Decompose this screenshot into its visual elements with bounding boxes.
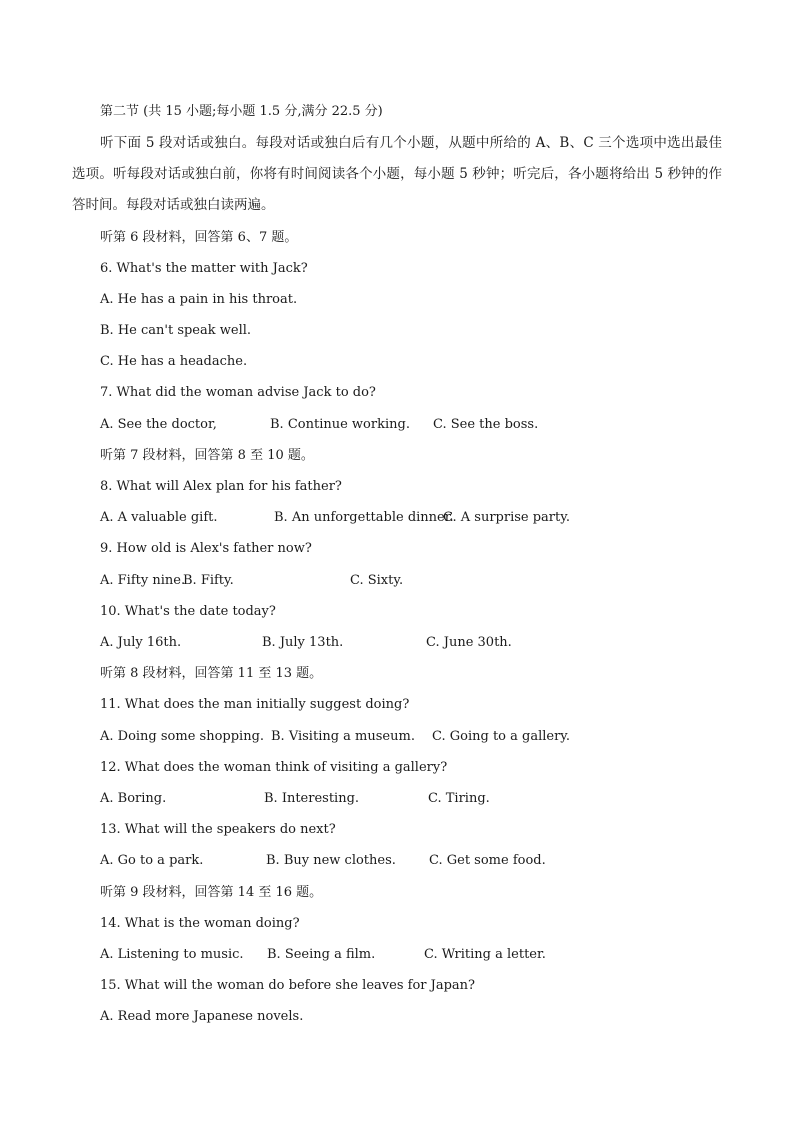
- question-14-option-b: B. Seeing a film.: [267, 947, 376, 962]
- group-header-6: 听第 6 段材料，回答第 6、7 题。: [100, 230, 298, 245]
- question-11-stem: 11. What does the man initially suggest doing?: [100, 697, 410, 712]
- question-7-option-b: B. Continue working.: [270, 417, 410, 432]
- question-13-option-b: B. Buy new clothes.: [266, 853, 396, 868]
- question-10-option-a: A. July 16th.: [100, 635, 182, 650]
- question-12-option-c: C. Tiring.: [428, 791, 490, 806]
- question-14-option-a: A. Listening to music.: [100, 947, 244, 962]
- question-12-stem: 12. What does the woman think of visiting a gallery?: [100, 760, 448, 775]
- group-header-9: 听第 9 段材料，回答第 14 至 16 题。: [100, 885, 323, 900]
- section-header: 第二节 (共 15 小题;每小题 1.5 分,满分 22.5 分): [100, 104, 383, 119]
- question-9-stem: 9. How old is Alex's father now?: [100, 541, 312, 556]
- question-14-stem: 14. What is the woman doing?: [100, 916, 300, 931]
- question-8-option-b: B. An unforgettable dinner.: [274, 510, 454, 525]
- question-6-option-b: B. He can't speak well.: [100, 323, 252, 338]
- question-8-option-c: C. A surprise party.: [443, 510, 570, 525]
- question-14-option-c: C. Writing a letter.: [424, 947, 546, 962]
- question-6-stem: 6. What's the matter with Jack?: [100, 261, 308, 276]
- question-7-option-c: C. See the boss.: [433, 417, 539, 432]
- question-9-option-c: C. Sixty.: [350, 573, 404, 588]
- instructions-paragraph: 听下面 5 段对话或独白。每段对话或独白后有几个小题，从题中所给的 A、B、C 三个选项中选出最佳选项。听每段对话或独白前，你将有时间阅读各个小题，每小题 5 秒钟；听完后，各小题将给出 5 秒钟的作答时间。每段对话或独白读两遍。: [72, 135, 722, 213]
- question-10-stem: 10. What's the date today?: [100, 604, 276, 619]
- question-15-option-a: A. Read more Japanese novels.: [100, 1009, 304, 1024]
- group-header-8: 听第 8 段材料，回答第 11 至 13 题。: [100, 666, 323, 681]
- question-12-option-a: A. Boring.: [100, 791, 167, 806]
- question-7-stem: 7. What did the woman advise Jack to do?: [100, 385, 376, 400]
- question-11-option-a: A. Doing some shopping.: [100, 729, 265, 744]
- question-6-option-c: C. He has a headache.: [100, 354, 248, 369]
- question-8-stem: 8. What will Alex plan for his father?: [100, 479, 342, 494]
- question-13-stem: 13. What will the speakers do next?: [100, 822, 336, 837]
- question-9-option-a: A. Fifty nine.: [100, 573, 186, 588]
- question-10-option-c: C. June 30th.: [426, 635, 512, 650]
- question-12-option-b: B. Interesting.: [264, 791, 360, 806]
- group-header-7: 听第 7 段材料，回答第 8 至 10 题。: [100, 448, 314, 463]
- question-9-option-b: B. Fifty.: [183, 573, 234, 588]
- question-13-option-a: A. Go to a park.: [100, 853, 204, 868]
- question-11-option-c: C. Going to a gallery.: [432, 729, 571, 744]
- question-7-option-a: A. See the doctor,: [100, 417, 217, 432]
- question-11-option-b: B. Visiting a museum.: [271, 729, 415, 744]
- question-8-option-a: A. A valuable gift.: [100, 510, 218, 525]
- question-10-option-b: B. July 13th.: [262, 635, 344, 650]
- question-13-option-c: C. Get some food.: [429, 853, 546, 868]
- question-15-stem: 15. What will the woman do before she leaves for Japan?: [100, 978, 475, 993]
- question-6-option-a: A. He has a pain in his throat.: [100, 292, 298, 307]
